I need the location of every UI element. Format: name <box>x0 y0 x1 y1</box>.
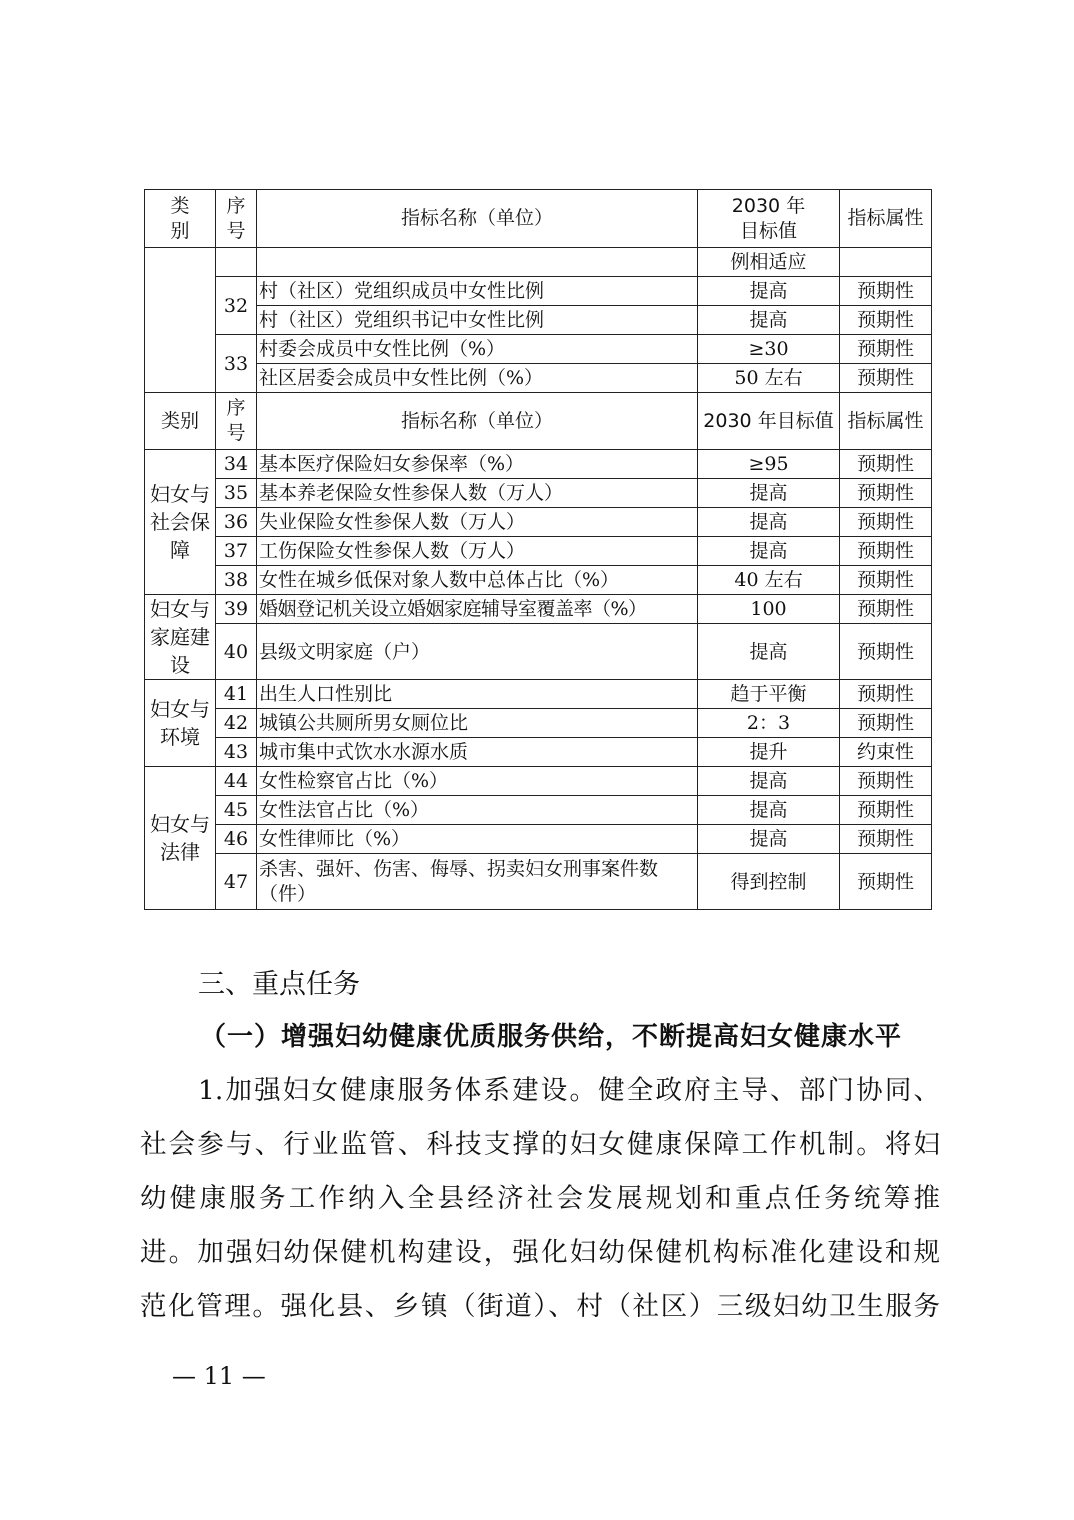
table-row <box>145 248 932 277</box>
table-row <box>145 796 932 825</box>
table-header-row <box>145 393 932 450</box>
seq-cell: 47 <box>216 854 257 910</box>
section-heading: 三、重点任务 <box>198 969 360 1000</box>
table-row <box>145 709 932 738</box>
name-cell: 女性检察官占比（%） <box>257 767 698 796</box>
attr-cell: 预期性 <box>840 566 932 595</box>
attr-cell: 预期性 <box>840 450 932 479</box>
category-cell: 妇女与社会保障 <box>145 450 216 595</box>
name-cell <box>257 248 698 277</box>
subsection-heading: （一）增强妇幼健康优质服务供给，不断提高妇女健康水平 <box>200 1022 903 1052</box>
paragraph-line: 1.加强妇女健康服务体系建设。健全政府主导、部门协同、 <box>198 1075 940 1106</box>
paragraph-line: 进。加强妇幼保健机构建设，强化妇幼保健机构标准化建设和规 <box>140 1237 940 1268</box>
attr-cell: 预期性 <box>840 364 932 393</box>
name-cell: 婚姻登记机关设立婚姻家庭辅导室覆盖率（%） <box>257 595 698 624</box>
target-cell: 提高 <box>698 825 840 854</box>
attr-cell: 预期性 <box>840 595 932 624</box>
table-row <box>145 335 932 364</box>
attr-cell: 预期性 <box>840 709 932 738</box>
target-cell: ≥30 <box>698 335 840 364</box>
paragraph-line: 幼健康服务工作纳入全县经济社会发展规划和重点任务统筹推 <box>140 1183 940 1214</box>
seq-cell: 38 <box>216 566 257 595</box>
body-paragraph <box>140 1064 940 1334</box>
table-row <box>145 277 932 306</box>
name-cell: 城镇公共厕所男女厕位比 <box>257 709 698 738</box>
name-cell: 村委会成员中女性比例（%） <box>257 335 698 364</box>
attr-cell: 预期性 <box>840 479 932 508</box>
attr-cell: 预期性 <box>840 508 932 537</box>
table-row <box>145 680 932 709</box>
seq-cell: 34 <box>216 450 257 479</box>
target-cell: 50 左右 <box>698 364 840 393</box>
seq-cell: 33 <box>216 335 257 393</box>
header-seq: 序 号 <box>216 190 257 248</box>
name-cell: 社区居委会成员中女性比例（%） <box>257 364 698 393</box>
seq-cell: 42 <box>216 709 257 738</box>
category-cell: 妇女与法律 <box>145 767 216 910</box>
name-cell: 县级文明家庭（户） <box>257 624 698 680</box>
name-cell: 女性律师比（%） <box>257 825 698 854</box>
seq-cell: 41 <box>216 680 257 709</box>
attr-cell: 预期性 <box>840 306 932 335</box>
paragraph-line: 社会参与、行业监管、科技支撑的妇女健康保障工作机制。将妇 <box>140 1129 940 1160</box>
target-cell: 提高 <box>698 479 840 508</box>
seq-cell: 44 <box>216 767 257 796</box>
seq-cell: 39 <box>216 595 257 624</box>
attr-cell: 预期性 <box>840 767 932 796</box>
target-cell: 提升 <box>698 738 840 767</box>
name-cell: 杀害、强奸、伤害、侮辱、拐卖妇女刑事案件数（件） <box>257 854 698 910</box>
seq-cell: 40 <box>216 624 257 680</box>
name-cell: 出生人口性别比 <box>257 680 698 709</box>
table-row <box>145 738 932 767</box>
table-row <box>145 306 932 335</box>
name-cell: 工伤保险女性参保人数（万人） <box>257 537 698 566</box>
name-cell: 基本养老保险女性参保人数（万人） <box>257 479 698 508</box>
table-row <box>145 825 932 854</box>
target-cell: ≥95 <box>698 450 840 479</box>
table-row <box>145 767 932 796</box>
target-cell: 提高 <box>698 277 840 306</box>
header-seq: 序 号 <box>216 393 257 450</box>
attr-cell: 预期性 <box>840 335 932 364</box>
category-cell: 妇女与环境 <box>145 680 216 767</box>
header-category: 类 别 <box>145 190 216 248</box>
target-cell: 提高 <box>698 767 840 796</box>
table-header-row <box>145 190 932 248</box>
attr-cell: 预期性 <box>840 277 932 306</box>
category-cell-empty <box>145 248 216 393</box>
target-cell: 100 <box>698 595 840 624</box>
attr-cell: 预期性 <box>840 624 932 680</box>
seq-cell: 45 <box>216 796 257 825</box>
header-category: 类别 <box>145 393 216 450</box>
attr-cell: 预期性 <box>840 854 932 910</box>
target-cell: 提高 <box>698 306 840 335</box>
paragraph-line: 范化管理。强化县、乡镇（街道）、村（社区）三级妇幼卫生服务 <box>140 1291 940 1322</box>
seq-cell: 46 <box>216 825 257 854</box>
attr-cell <box>840 248 932 277</box>
name-cell: 基本医疗保险妇女参保率（%） <box>257 450 698 479</box>
name-cell: 女性在城乡低保对象人数中总体占比（%） <box>257 566 698 595</box>
table-row <box>145 508 932 537</box>
name-cell: 村（社区）党组织书记中女性比例 <box>257 306 698 335</box>
seq-cell: 35 <box>216 479 257 508</box>
seq-cell: 43 <box>216 738 257 767</box>
header-indicator-name: 指标名称（单位） <box>257 393 698 450</box>
table-row <box>145 624 932 680</box>
attr-cell: 预期性 <box>840 825 932 854</box>
table-row <box>145 479 932 508</box>
category-cell: 妇女与家庭建设 <box>145 595 216 680</box>
attr-cell: 预期性 <box>840 796 932 825</box>
seq-cell: 36 <box>216 508 257 537</box>
table-row <box>145 364 932 393</box>
attr-cell: 预期性 <box>840 680 932 709</box>
header-target: 2030 年 目标值 <box>698 190 840 248</box>
name-cell: 村（社区）党组织成员中女性比例 <box>257 277 698 306</box>
seq-cell <box>216 248 257 277</box>
name-cell: 女性法官占比（%） <box>257 796 698 825</box>
target-cell: 例相适应 <box>698 248 840 277</box>
target-cell: 趋于平衡 <box>698 680 840 709</box>
target-cell: 提高 <box>698 796 840 825</box>
target-cell: 提高 <box>698 624 840 680</box>
seq-cell: 37 <box>216 537 257 566</box>
table-row <box>145 595 932 624</box>
header-indicator-name: 指标名称（单位） <box>257 190 698 248</box>
table-row <box>145 854 932 910</box>
target-cell: 提高 <box>698 537 840 566</box>
header-target: 2030 年目标值 <box>698 393 840 450</box>
header-attribute: 指标属性 <box>840 393 932 450</box>
name-cell: 城市集中式饮水水源水质 <box>257 738 698 767</box>
target-cell: 提高 <box>698 508 840 537</box>
attr-cell: 预期性 <box>840 537 932 566</box>
target-cell: 得到控制 <box>698 854 840 910</box>
seq-cell: 32 <box>216 277 257 335</box>
table-row <box>145 537 932 566</box>
target-cell: 40 左右 <box>698 566 840 595</box>
name-cell: 失业保险女性参保人数（万人） <box>257 508 698 537</box>
page-number: — 11 — <box>172 1362 266 1390</box>
indicator-table <box>144 189 932 910</box>
table-row <box>145 450 932 479</box>
header-attribute: 指标属性 <box>840 190 932 248</box>
attr-cell: 约束性 <box>840 738 932 767</box>
target-cell: 2：3 <box>698 709 840 738</box>
table-row <box>145 566 932 595</box>
